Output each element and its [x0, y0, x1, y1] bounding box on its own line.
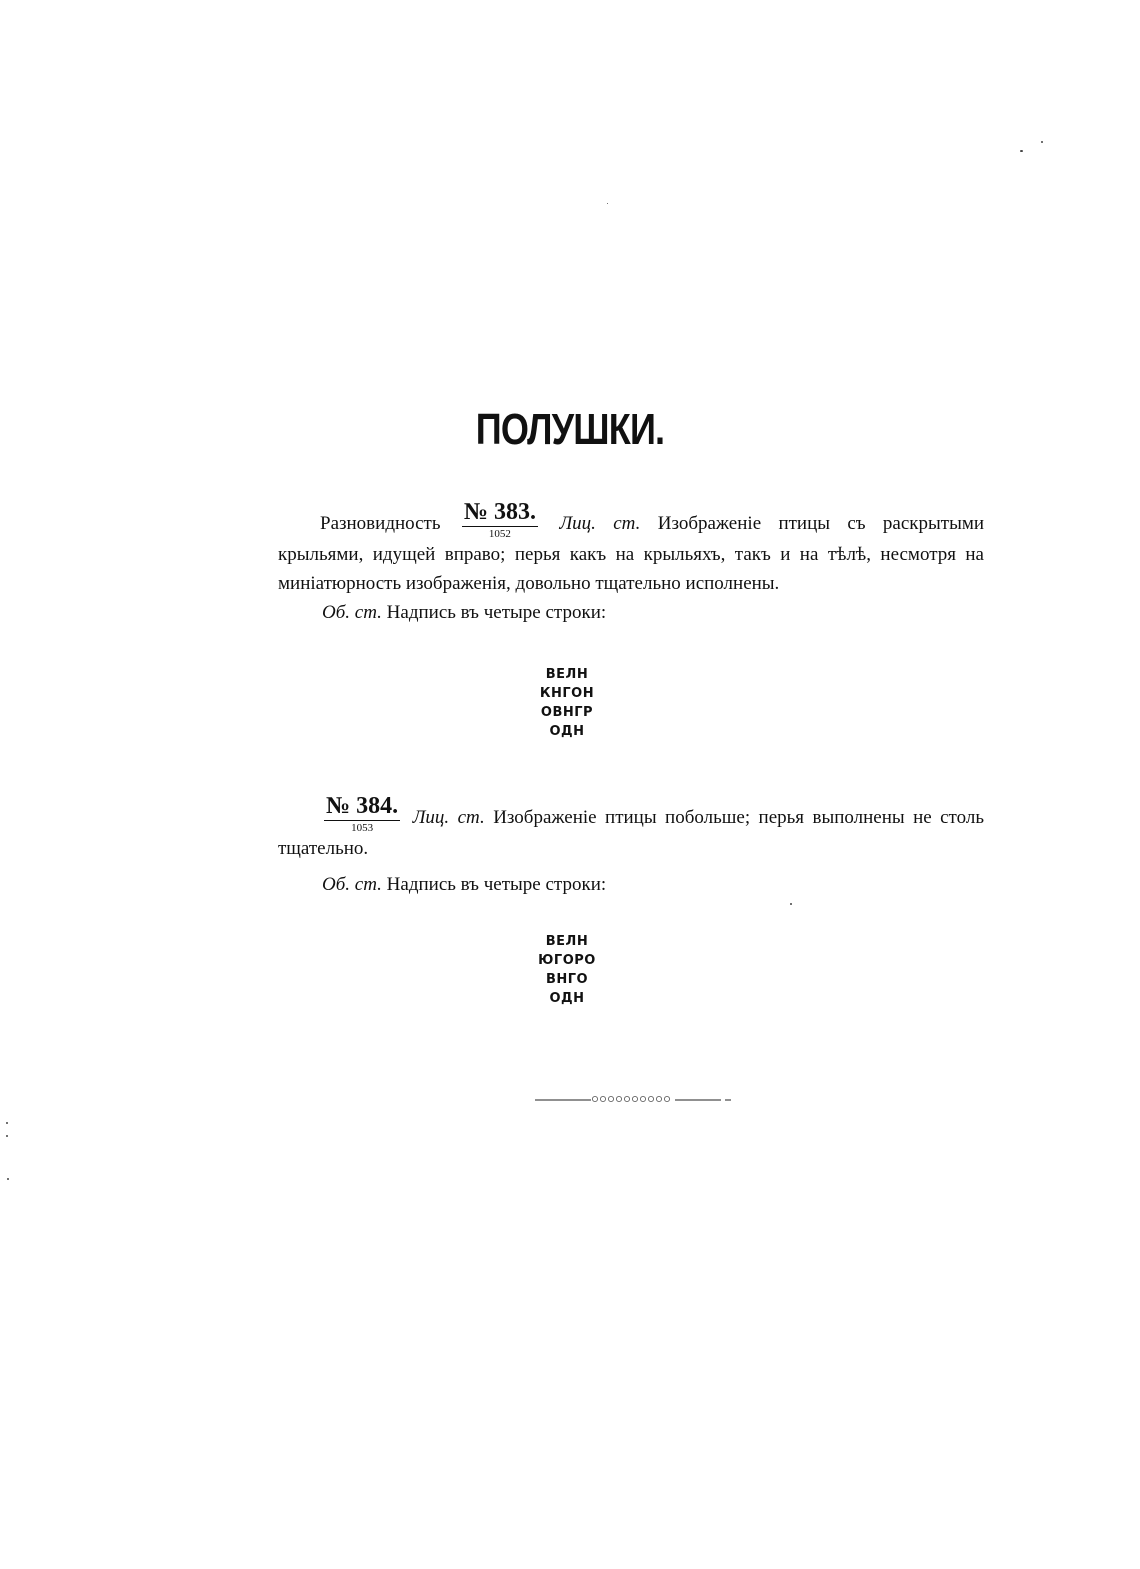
entry-383-reverse-text: Надпись въ четыре строки:	[386, 602, 607, 623]
entry-384-number: № 384.	[326, 793, 399, 819]
inscription-line: ВЕЛН	[545, 667, 589, 682]
entry-384-text: Изображеніе птицы побольше; перья выполнены не столь тщательно.	[278, 807, 984, 859]
entry-383-obverse-label: Лиц. ст.	[559, 513, 641, 534]
entry-383-description	[278, 500, 984, 598]
entry-383-text: Изображеніе птицы съ раскрытыми крыльями, идущей вправо; перья какъ на крыльяхъ, такъ и на тѣлѣ, несмотря на миніатюрность изображенія, довольно тщательно исполнены.	[278, 513, 985, 594]
entry-384-ref: 1053	[351, 822, 374, 834]
entry-384-number-fraction	[324, 794, 400, 834]
inscription-line: ВНГО	[545, 972, 589, 987]
entry-383-prefix: Разновидность	[320, 513, 441, 534]
scan-speck	[1041, 141, 1043, 143]
scan-speck	[6, 1135, 8, 1137]
page-title: ПОЛУШКИ.	[475, 405, 665, 454]
entry-383-ref: 1052	[488, 528, 511, 540]
entry-384-reverse-text: Надпись въ четыре строки:	[386, 874, 607, 895]
entry-383-number: № 383.	[463, 499, 536, 525]
ornament-divider	[535, 1095, 731, 1105]
inscription-line: ЮГОРО	[538, 953, 596, 968]
entry-384-reverse	[322, 870, 606, 899]
entry-383-reverse	[322, 598, 606, 627]
entry-384-reverse-label: Об. ст.	[322, 874, 382, 895]
scan-speck	[1020, 150, 1023, 152]
scan-speck	[607, 203, 608, 204]
entry-383-reverse-label: Об. ст.	[322, 602, 382, 623]
entry-384-obverse-label: Лиц. ст.	[412, 807, 485, 828]
scan-speck	[6, 1122, 8, 1124]
inscription-line: ВЕЛН	[545, 934, 589, 949]
inscription-line: ОВНГР	[540, 705, 594, 720]
inscription-line: КНГОН	[539, 686, 595, 701]
entry-383-inscription	[0, 665, 1140, 741]
inscription-line: ОДН	[549, 991, 585, 1006]
scan-speck	[7, 1178, 9, 1180]
entry-384-inscription	[0, 932, 1140, 1008]
entry-383-number-fraction	[462, 500, 538, 540]
entry-384-description	[278, 794, 984, 863]
inscription-line: ОДН	[549, 724, 585, 739]
scan-speck	[790, 903, 792, 905]
